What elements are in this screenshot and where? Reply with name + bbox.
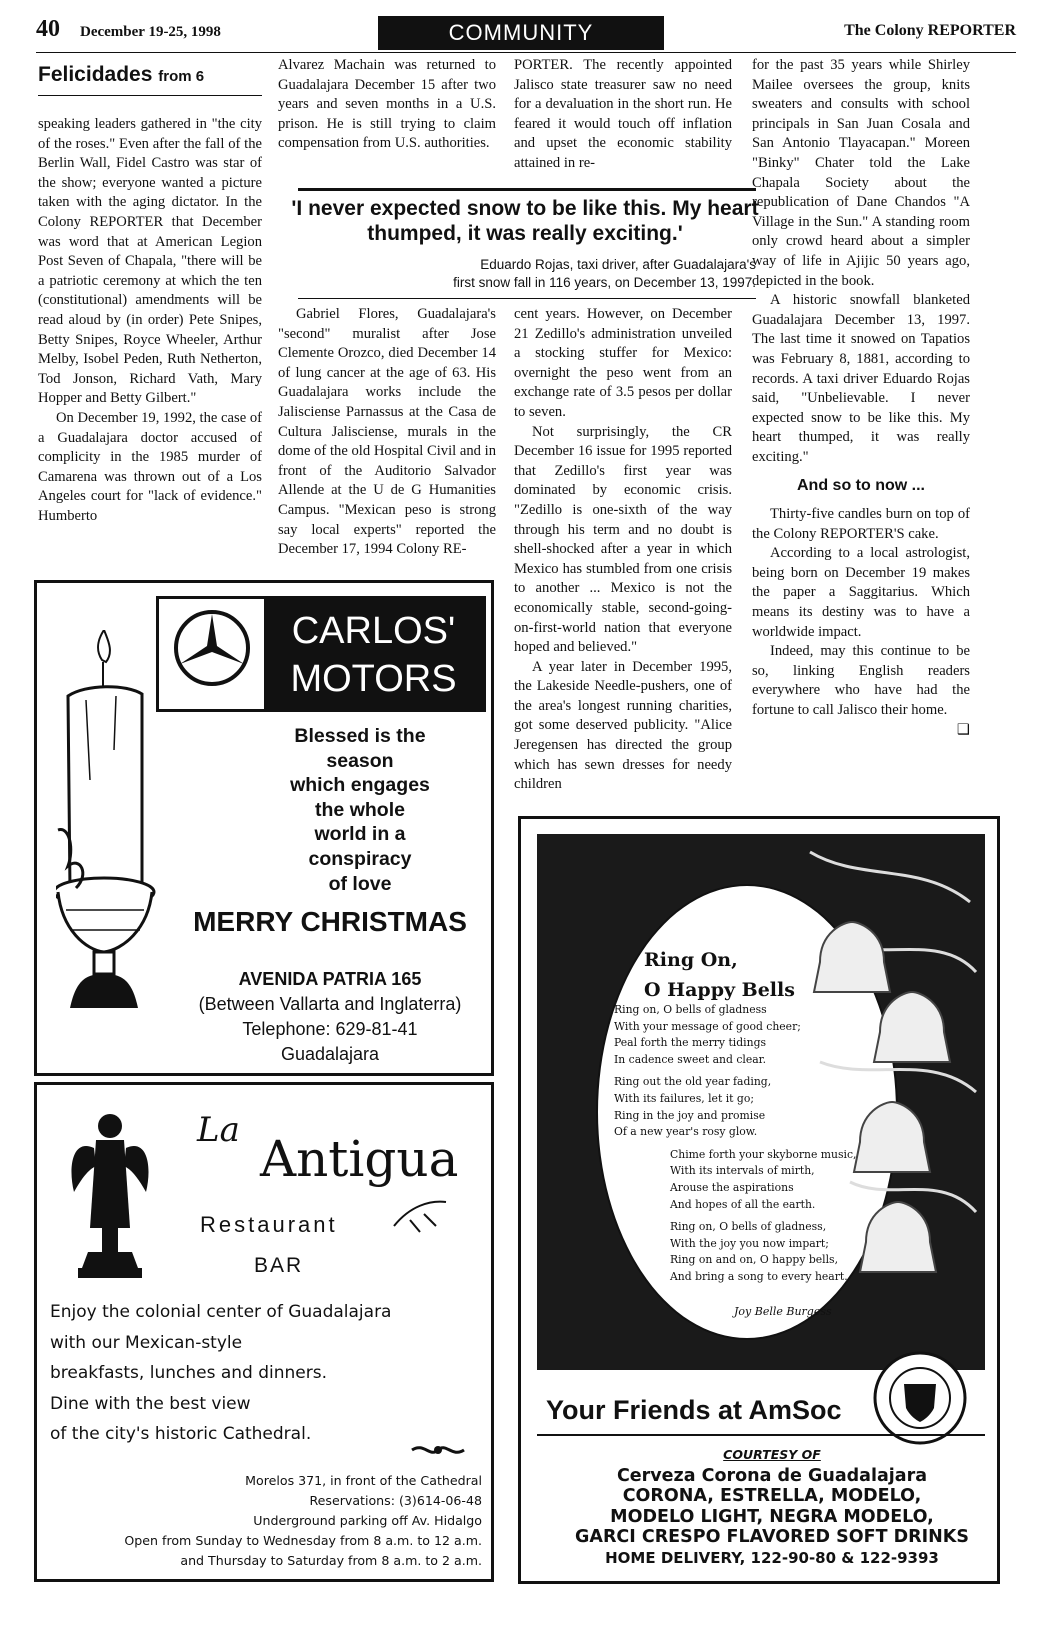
- article-column-3-top: PORTER. The recently appointed Jalisco state treasurer saw no need for a devaluation in the short run. He feared it would touch off inflation and upset the economic stability attained in re-: [514, 57, 732, 171]
- subhead: And so to now ...: [797, 477, 925, 495]
- pull-quote-attribution: Eduardo Rojas, taxi driver, after Guadalajara's first snow fall in 116 years, on December 13, 1997.: [453, 257, 756, 290]
- section-banner: COMMUNITY: [378, 16, 664, 50]
- amsoc-friends: Your Friends at AmSoc: [546, 1395, 842, 1425]
- article-column-2-top: Alvarez Machain was returned to Guadalajara December 15 after two years and seven months in a U.S. prison. He is still trying to claim compensation from U.S. authorities.: [278, 57, 496, 152]
- article-jump: from 6: [158, 68, 205, 85]
- article-column-2-bottom: Gabriel Flores, Guadalajara's "second" muralist after Jose Clemente Orozco, died December 14 of lung cancer at the age of 63. His Guadalajara works include the Jalisciense Parnassus at the Casa de Cultura Jalisciense, murals in the dome of the old Hospital Civil and in front of the Auditorio Salvador Allende at the U de G Humanities Campus. "Mexican peso is strong say local experts" reported the December 17, 1994 Colony RE-: [278, 306, 496, 558]
- publication-name: The Colony REPORTER: [844, 22, 1016, 39]
- article-column-1: speaking leaders gathered in "the city of the roses." Even after the fall of the Berlin Wall, Fidel Castro was star of the show; everyone wanted a picture taken with the aging dictator. In the Colony REPORTER that December was word that at American Legion Post Seven of Chapala, "there will be a patriotic ceremony at which the ten (constitutional) amendments will be read aloud by (in order) Pete Snipes, Betty Snipes, Royce Wheeler, Arthur Melby, Isobel Peden, Ruth Netherton, Tod Jonson, Richard Vath, Mary Hopper and Betty Gilbert." On December 19, 1992, the case of a Guadalajara doctor accused of complicity in the 1985 murder of Camarena was thrown out of a Los Angeles court for "lack of evidence." Humberto: [38, 116, 262, 524]
- angel-statue-illustration: [68, 1108, 152, 1286]
- carlos-greeting: MERRY CHRISTMAS: [193, 906, 467, 937]
- end-mark: ❑: [956, 721, 970, 738]
- candle-illustration: [56, 630, 156, 1050]
- issue-date: December 19-25, 1998: [80, 24, 221, 40]
- courtesy-block: COURTESY OF Cerveza Corona de Guadalajara CORONA, ESTRELLA, MODELO, MODELO LIGHT, NEGRA MODELO, GARCI CRESPO FLAVORED SOFT DRINKS HOME DELIVERY, 122-90-80 & 122-9393: [575, 1447, 969, 1567]
- antigua-bar-label: BAR: [254, 1254, 304, 1277]
- article-title: Felicidades from 6: [38, 63, 205, 86]
- quote-rule-top: [298, 188, 756, 191]
- ornament-icon: [410, 1440, 466, 1460]
- poem-title: Ring On, O Happy Bells: [644, 949, 795, 1001]
- page-number: 40: [36, 16, 60, 42]
- flourish-icon: [390, 1196, 450, 1236]
- poem-text: Ring on, O bells of gladness With your message of good cheer; Peal forth the merry tidings In cadence sweet and clear. Ring out the old year fading, With its failures, let it go; Ring in the joy and promise Of a new year's rosy glow. Chime forth your skyborne music, With its intervals of mirth, Arouse the aspirations And hopes of all the earth. Ring on, O bells of gladness, With the joy you now impart; Ring on and on, O happy bells, And bring a song to every heart.: [614, 1003, 857, 1283]
- carlos-blessing: Blessed is the season which engages the whole world in a conspiracy of love: [290, 725, 430, 895]
- carlos-address: AVENIDA PATRIA 165 (Between Vallarta and Inglaterra) Telephone: 629-81-41 Guadalajara: [198, 969, 462, 1064]
- antigua-copy: Enjoy the colonial center of Guadalajara with our Mexican-style breakfasts, lunches and dinners. Dine with the best view of the city's historic Cathedral.: [50, 1302, 392, 1445]
- antigua-restaurant-label: Restaurant: [200, 1212, 338, 1237]
- amsoc-seal: [872, 1350, 968, 1446]
- car-emblem-icon: [172, 608, 252, 688]
- antigua-logo-la: La: [197, 1110, 240, 1150]
- title-rule: [38, 95, 262, 96]
- article-column-4: for the past 35 years while Shirley Mailee oversees the group, knits sweaters and consults with school principals in San Juan Cosala and San Antonio Tlayacapan." Moreen "Binky" Chater told the Lake Chapala Society about the republication of Dane Chandos "A Village in the Sun." A standing room only crowd heard about a simpler way of life in Ajijic 50 years ago, depicted in the book. A historic snowfall blanketed Guadalajara December 13, 1997. The last time it snowed on Tapatios was February 8, 1881, according to records. A taxi driver Eduardo Rojas said, "Unbelievable. I never expected snow to be like this. My heart thumped, it was really exciting." And so to now ... Thirty-five candles burn on top of the Colony REPORTER'S cake. According to a local astrologist, being born on December 19 makes the paper a Saggitarius. Which means its destiny was to have a worldwide impact. Indeed, may this continue to be so, linking English readers everywhere who have had the fortune to call Jalisco their home. ❑: [752, 56, 970, 740]
- quote-rule-bottom: [298, 298, 756, 299]
- header-rule: [36, 52, 1016, 53]
- carlos-logo-text: CARLOS' MOTORS: [264, 599, 483, 709]
- poem-author: Joy Belle Burgess: [734, 1305, 832, 1318]
- antigua-logo-name: Antigua: [260, 1130, 459, 1188]
- pull-quote: 'I never expected snow to be like this. My heart thumped, it was really exciting.': [291, 197, 759, 245]
- antigua-info: Morelos 371, in front of the Cathedral Reservations: (3)614-06-48 Underground parking off Av. Hidalgo Open from Sunday to Wednesday from 8 a.m. to 12 a.m. and Thursday to Saturday from 8 a.m. to 2 a.m.: [124, 1473, 482, 1568]
- article-column-3-bottom: cent years. However, on December 21 Zedillo's administration unveiled a stocking stuffer for Mexico: overnight the peso went from an exchange rate of 3.5 pesos per dollar to seven. Not surprisingly, the CR December 16 issue for 1995 reported that Zedillo's first year was dominated by economic crisis. "Zedillo is one-sixth of the way through his term and no doubt is shell-shocked after a year in which Mexico has stumbled from one crisis to another ... Mexico is not the economically stable, second-going-on-first-world nation that everyone hoped and believed." A year later in December 1995, the Lakeside Needle-pushers, one of the area's longest running charities, got some deserved publicity. "Alice Jeregensen has directed the group which has sewn dresses for needy children: [514, 306, 732, 793]
- courtesy-rule: [537, 1434, 985, 1436]
